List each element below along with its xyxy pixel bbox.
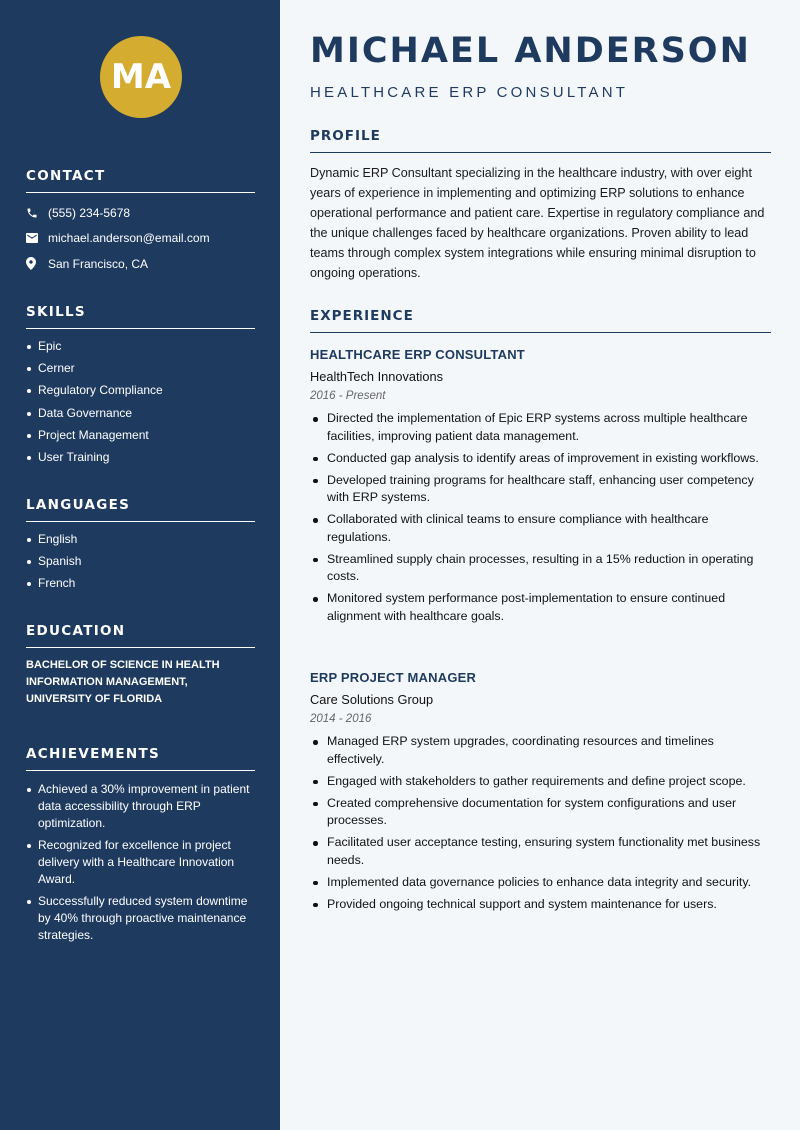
skills-section	[26, 304, 255, 471]
contact-location-text: San Francisco, CA	[48, 256, 149, 271]
list-item: Managed ERP system upgrades, coordinating resources and timelines effectively.	[310, 733, 771, 768]
achievements-section	[26, 746, 255, 949]
languages-heading: LANGUAGES	[26, 497, 255, 522]
list-item: Spanish	[26, 553, 255, 570]
profile-section	[310, 128, 771, 283]
job-company: Care Solutions Group	[310, 692, 434, 707]
list-item: Provided ongoing technical support and system maintenance for users.	[310, 896, 771, 914]
list-item: Recognized for excellence in project delivery with a Healthcare Innovation Award.	[26, 837, 255, 888]
contact-location	[26, 251, 255, 277]
contact-phone[interactable]	[26, 200, 255, 226]
contact-phone-text: (555) 234-5678	[48, 205, 131, 220]
job-dates: 2016 - Present	[310, 390, 386, 402]
languages-list	[26, 531, 255, 592]
job-bullets	[310, 410, 771, 625]
list-item: Directed the implementation of Epic ERP systems across multiple healthcare facilities, improving patient data management.	[310, 410, 771, 445]
avatar-initials: MA	[110, 57, 172, 97]
skills-list	[26, 338, 255, 466]
contact-email[interactable]	[26, 226, 255, 252]
candidate-title: HEALTHCARE ERP CONSULTANT	[310, 84, 629, 101]
list-item: Facilitated user acceptance testing, ensuring system functionality met business needs.	[310, 834, 771, 869]
languages-section	[26, 497, 255, 598]
list-item: Regulatory Compliance	[26, 382, 255, 399]
list-item: Collaborated with clinical teams to ensure compliance with healthcare regulations.	[310, 511, 771, 546]
list-item: Successfully reduced system downtime by 40% through proactive maintenance strategies.	[26, 893, 255, 944]
education-section	[26, 623, 255, 708]
job-dates: 2014 - 2016	[310, 713, 372, 725]
job-role: HEALTHCARE ERP CONSULTANT	[310, 347, 525, 362]
list-item: Created comprehensive documentation for system configurations and user processes.	[310, 795, 771, 830]
contact-email-text: michael.anderson@email.com	[48, 231, 210, 246]
avatar	[100, 36, 182, 118]
phone-icon	[26, 207, 48, 219]
list-item: Developed training programs for healthcare staff, enhancing user competency with ERP systems.	[310, 472, 771, 507]
list-item: Conducted gap analysis to identify areas of improvement in existing workflows.	[310, 450, 771, 468]
job-company: HealthTech Innovations	[310, 369, 444, 384]
email-icon	[26, 233, 48, 243]
list-item: Project Management	[26, 427, 255, 444]
achievements-heading: ACHIEVEMENTS	[26, 746, 255, 771]
contact-heading: CONTACT	[26, 168, 255, 193]
list-item: Engaged with stakeholders to gather requirements and define project scope.	[310, 773, 771, 791]
list-item: English	[26, 531, 255, 548]
experience-heading: EXPERIENCE	[310, 308, 771, 333]
list-item: French	[26, 575, 255, 592]
list-item: Data Governance	[26, 405, 255, 422]
list-item: Epic	[26, 338, 255, 355]
list-item: Streamlined supply chain processes, resulting in a 15% reduction in operating costs.	[310, 551, 771, 586]
list-item: Cerner	[26, 360, 255, 377]
job-role: ERP PROJECT MANAGER	[310, 670, 477, 685]
education-degree: BACHELOR OF SCIENCE IN HEALTH INFORMATION MANAGEMENT, UNIVERSITY OF FLORIDA	[26, 659, 220, 705]
contact-section	[26, 168, 255, 277]
location-pin-icon	[26, 257, 48, 270]
list-item: Implemented data governance policies to enhance data integrity and security.	[310, 874, 771, 892]
list-item: Monitored system performance post-implementation to ensure continued alignment with healthcare goals.	[310, 590, 771, 625]
skills-heading: SKILLS	[26, 304, 255, 329]
profile-text: Dynamic ERP Consultant specializing in the healthcare industry, with over eight years of experience in implementing and optimizing ERP solutions to enhance operational performance and patient care. Expertise in regulatory compliance and the unique challenges faced by healthcare organizations. Proven ability to lead teams through complex system integrations while ensuring minimal disruption to ongoing operations.	[310, 166, 765, 280]
achievements-list	[26, 781, 255, 944]
experience-section	[310, 308, 771, 333]
list-item: User Training	[26, 449, 255, 466]
job-bullets	[310, 733, 771, 913]
candidate-name: MICHAEL ANDERSON	[310, 31, 751, 71]
job-entry-1	[310, 347, 771, 630]
list-item: Achieved a 30% improvement in patient data accessibility through ERP optimization.	[26, 781, 255, 832]
education-heading: EDUCATION	[26, 623, 255, 648]
sidebar	[0, 0, 280, 1130]
profile-heading: PROFILE	[310, 128, 771, 153]
job-entry-2	[310, 670, 771, 918]
